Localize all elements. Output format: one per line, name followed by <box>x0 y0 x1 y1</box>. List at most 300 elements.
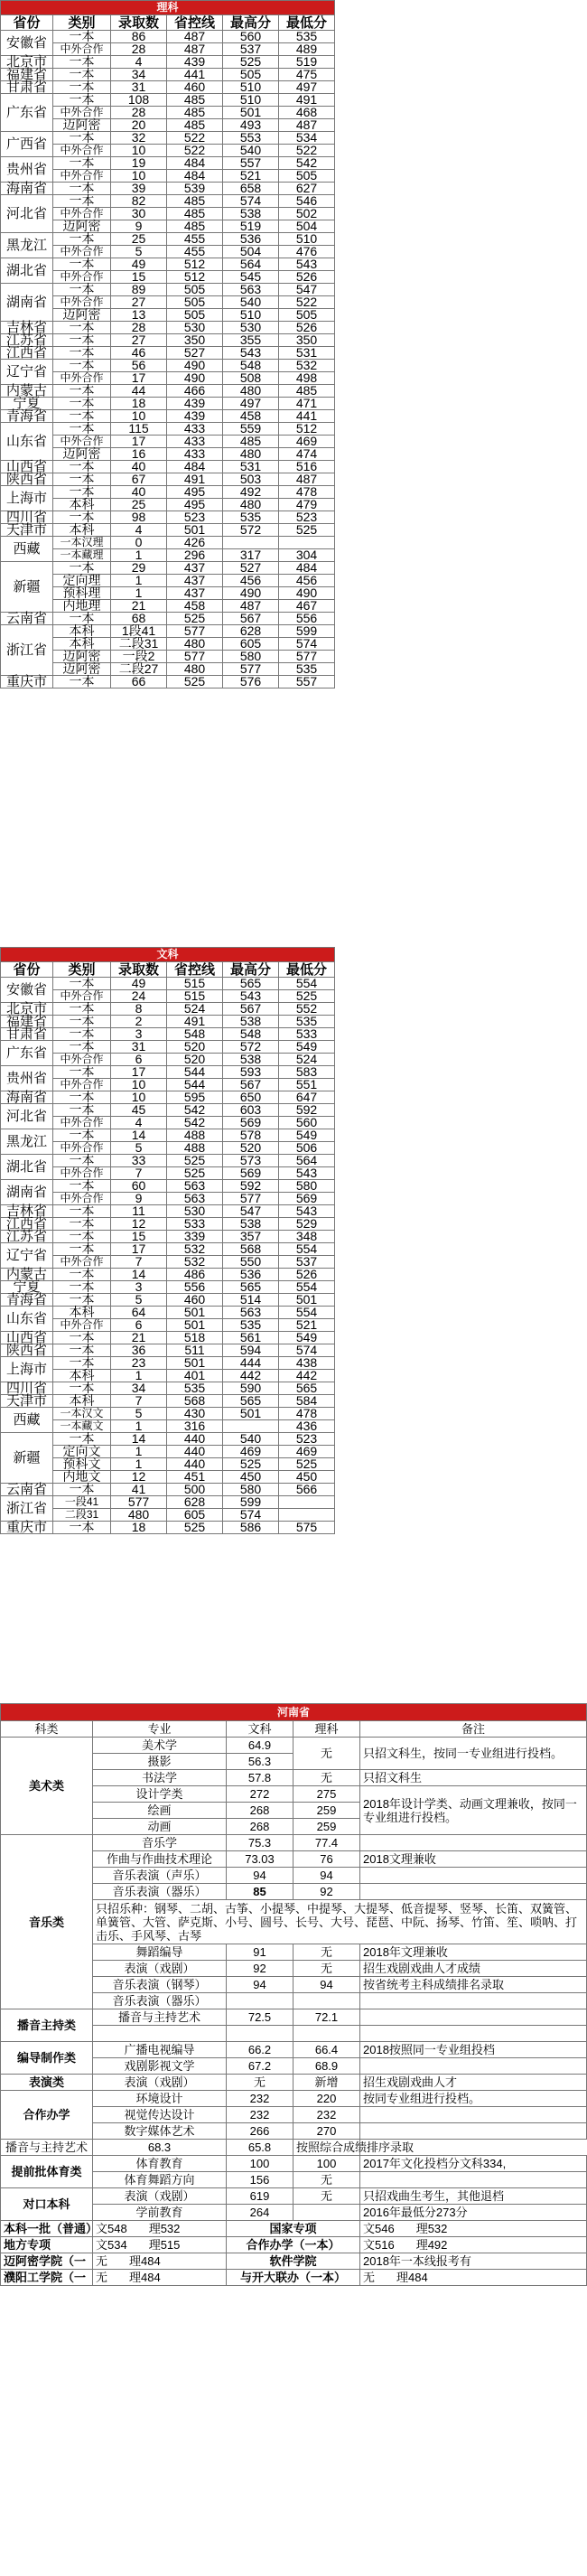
max-score-cell: 501 <box>223 1408 279 1420</box>
summary-row <box>1 2221 587 2237</box>
control-line-cell: 512 <box>167 271 223 284</box>
category-cell: 一本 <box>53 486 111 499</box>
max-score-cell: 593 <box>223 1066 279 1079</box>
admitted-cell: 67 <box>111 473 167 486</box>
category-cell: 一本 <box>53 676 111 688</box>
province-cell: 陕西省 <box>1 1344 53 1357</box>
category-cell: 一本 <box>53 978 111 990</box>
province-cell: 西藏 <box>1 537 53 562</box>
province-cell: 湖南省 <box>1 1180 53 1205</box>
control-line-cell: 577 <box>167 651 223 663</box>
max-score-cell: 569 <box>223 1167 279 1180</box>
table-row <box>1 2140 587 2156</box>
category-cell: 中外合作 <box>53 296 111 309</box>
table-row <box>1 1344 335 1357</box>
max-score-cell: 545 <box>223 271 279 284</box>
category-cell: 一本 <box>53 1028 111 1041</box>
summary-label-cell: 濮阳工学院（一 <box>1 2270 93 2286</box>
control-line-cell: 542 <box>167 1104 223 1117</box>
admitted-cell: 17 <box>111 1243 167 1256</box>
science-score-cell: 新增 <box>294 2075 360 2091</box>
category-cell: 一本 <box>53 1180 111 1193</box>
header-province: 省份 <box>1 15 53 31</box>
control-line-cell: 439 <box>167 410 223 423</box>
henan-header-science: 理科 <box>294 1721 360 1738</box>
min-score-cell: 549 <box>279 1041 335 1054</box>
table-row <box>1 537 335 549</box>
admitted-cell: 1 <box>111 587 167 600</box>
major-cell: 表演（戏剧） <box>93 2075 227 2091</box>
arts-score-cell: 56.3 <box>227 1754 294 1770</box>
province-cell: 广东省 <box>1 94 53 132</box>
arts-score-cell: 68.3 <box>93 2140 227 2156</box>
category-cell: 播音主持类 <box>1 2009 93 2042</box>
province-cell: 天津市 <box>1 524 53 537</box>
table-row <box>1 183 335 195</box>
min-score-cell: 350 <box>279 334 335 347</box>
control-line-cell: 501 <box>167 1357 223 1370</box>
control-line-cell: 501 <box>167 1319 223 1332</box>
table-row <box>1 511 335 524</box>
summary-row <box>1 2270 587 2286</box>
admitted-cell: 56 <box>111 360 167 372</box>
min-score-cell: 474 <box>279 448 335 461</box>
max-score-cell: 586 <box>223 1522 279 1534</box>
control-line-cell: 486 <box>167 1269 223 1281</box>
min-score-cell: 479 <box>279 499 335 511</box>
min-score-cell: 566 <box>279 1484 335 1496</box>
control-line-cell: 505 <box>167 284 223 296</box>
table-row <box>1 1180 335 1193</box>
control-line-cell: 491 <box>167 1016 223 1028</box>
summary-label-cell: 软件学院 <box>227 2253 360 2270</box>
category-cell: 一本 <box>53 1231 111 1243</box>
table-row <box>1 1104 335 1117</box>
admitted-cell: 31 <box>111 1041 167 1054</box>
min-score-cell: 556 <box>279 613 335 625</box>
max-score-cell: 504 <box>223 246 279 258</box>
note-cell <box>360 2009 587 2026</box>
category-cell: 一本藏文 <box>53 1420 111 1433</box>
table-row <box>1 347 335 360</box>
max-score-cell: 567 <box>223 1079 279 1091</box>
table-row <box>1 1155 335 1167</box>
category-cell: 中外合作 <box>53 43 111 56</box>
control-line-cell: 440 <box>167 1446 223 1458</box>
admitted-cell: 5 <box>111 1294 167 1307</box>
header-admitted: 录取数 <box>111 962 167 978</box>
control-line-cell: 440 <box>167 1458 223 1471</box>
table-row <box>1 258 335 271</box>
max-score-cell: 572 <box>223 524 279 537</box>
max-score-cell: 480 <box>223 385 279 398</box>
admitted-cell: 7 <box>111 1395 167 1408</box>
admitted-cell: 49 <box>111 978 167 990</box>
max-score-cell: 592 <box>223 1180 279 1193</box>
control-line-cell: 487 <box>167 31 223 43</box>
control-line-cell: 401 <box>167 1370 223 1382</box>
table-row <box>1 676 335 688</box>
category-cell: 一本 <box>53 1016 111 1028</box>
max-score-cell: 538 <box>223 1054 279 1066</box>
category-cell: 本科 <box>53 1307 111 1319</box>
table-row <box>1 2188 587 2205</box>
max-score-cell: 577 <box>223 663 279 676</box>
note-cell: 只招文科生 <box>360 1770 587 1786</box>
max-score-cell: 543 <box>223 347 279 360</box>
province-cell: 广东省 <box>1 1041 53 1066</box>
max-score-cell: 567 <box>223 613 279 625</box>
admitted-cell: 480 <box>111 1509 167 1522</box>
control-line-cell: 539 <box>167 183 223 195</box>
science-score-cell: 66.4 <box>294 2042 360 2058</box>
arts-score-cell: 100 <box>227 2156 294 2172</box>
admitted-cell: 86 <box>111 31 167 43</box>
province-cell: 广西省 <box>1 132 53 157</box>
category-cell: 本科 <box>53 1370 111 1382</box>
min-score-cell: 546 <box>279 195 335 208</box>
category-cell: 一本 <box>53 360 111 372</box>
control-line-cell: 485 <box>167 208 223 220</box>
major-cell: 作曲与作曲技术理论 <box>93 1851 227 1868</box>
control-line-cell: 524 <box>167 1003 223 1016</box>
admitted-cell: 577 <box>111 1496 167 1509</box>
control-line-cell: 533 <box>167 1218 223 1231</box>
table-row <box>1 613 335 625</box>
arts-score-cell: 264 <box>227 2205 294 2221</box>
category-cell: 一本 <box>53 1243 111 1256</box>
category-cell: 一本 <box>53 1205 111 1218</box>
category-cell: 一本 <box>53 1294 111 1307</box>
min-score-cell: 450 <box>279 1471 335 1484</box>
note-cell: 2017年文化投档分文科334, <box>360 2156 587 2172</box>
control-line-cell: 316 <box>167 1420 223 1433</box>
province-cell: 河北省 <box>1 1104 53 1129</box>
min-score-cell: 592 <box>279 1104 335 1117</box>
category-cell: 一本 <box>53 258 111 271</box>
max-score-cell: 650 <box>223 1091 279 1104</box>
category-cell: 中外合作 <box>53 208 111 220</box>
arts-score-cell: 619 <box>227 2188 294 2205</box>
science-score-cell: 259 <box>294 1803 360 1819</box>
min-score-cell: 599 <box>279 625 335 638</box>
province-cell: 安徽省 <box>1 31 53 56</box>
arts-score-cell: 94 <box>227 1977 294 1993</box>
category-cell: 二段31 <box>53 1509 111 1522</box>
max-score-cell: 525 <box>223 56 279 69</box>
header-province: 省份 <box>1 962 53 978</box>
note-cell: 只招文科生，按同一专业组进行投档。 <box>360 1738 587 1770</box>
category-cell: 一本 <box>53 1281 111 1294</box>
max-score-cell: 531 <box>223 461 279 473</box>
min-score-cell: 526 <box>279 1269 335 1281</box>
max-score-cell: 536 <box>223 1269 279 1281</box>
category-cell: 一本 <box>53 1522 111 1534</box>
max-score-cell: 505 <box>223 69 279 81</box>
max-score-cell: 580 <box>223 1484 279 1496</box>
province-cell: 江苏省 <box>1 1231 53 1243</box>
control-line-cell: 455 <box>167 233 223 246</box>
note-cell: 招生戏剧戏曲人才成绩 <box>360 1961 587 1977</box>
max-score-cell: 480 <box>223 499 279 511</box>
min-score-cell: 565 <box>279 1382 335 1395</box>
admitted-cell: 19 <box>111 157 167 170</box>
control-line-cell: 487 <box>167 43 223 56</box>
control-line-cell: 505 <box>167 309 223 322</box>
note-cell <box>360 2172 587 2188</box>
province-cell: 浙江省 <box>1 1496 53 1522</box>
category-cell: 一本 <box>53 1269 111 1281</box>
province-cell: 江苏省 <box>1 334 53 347</box>
science-score-cell: 无 <box>294 1961 360 1977</box>
province-cell: 山东省 <box>1 423 53 461</box>
max-score-cell: 485 <box>223 436 279 448</box>
min-score-cell: 543 <box>279 1205 335 1218</box>
province-cell: 浙江省 <box>1 625 53 676</box>
summary-value: 理484 <box>396 2271 428 2284</box>
province-cell: 四川省 <box>1 511 53 524</box>
max-score-cell: 510 <box>223 81 279 94</box>
admitted-cell: 5 <box>111 246 167 258</box>
table-row <box>1 81 335 94</box>
max-score-cell: 563 <box>223 1307 279 1319</box>
admitted-cell: 41 <box>111 1484 167 1496</box>
max-score-cell: 527 <box>223 562 279 575</box>
control-line-cell: 520 <box>167 1054 223 1066</box>
instrument-list-cell: 只招乐种：钢琴、二胡、古筝、小提琴、中提琴、大提琴、低音提琴、竖琴、长笛、双簧管、单簧管、大管、萨克斯、小号、圆号、长号、大号、琵琶、中阮、扬琴、竹笛、笙、唢呐、打击乐、手风琴、古琴 <box>93 1900 587 1944</box>
control-line-cell: 532 <box>167 1256 223 1269</box>
category-cell: 中外合作 <box>53 107 111 119</box>
min-score-cell: 574 <box>279 1344 335 1357</box>
henan-section-header: 河南省 <box>1 1704 587 1721</box>
note-cell <box>360 1993 587 2009</box>
table-row <box>1 1016 335 1028</box>
science-score-cell: 232 <box>294 2107 360 2123</box>
admitted-cell: 2 <box>111 1016 167 1028</box>
arts-score-cell: 67.2 <box>227 2058 294 2075</box>
min-score-cell: 504 <box>279 220 335 233</box>
min-score-cell: 535 <box>279 1016 335 1028</box>
major-cell: 舞蹈编导 <box>93 1944 227 1961</box>
summary-value: 无 <box>96 2271 108 2284</box>
table-row <box>1 1003 335 1016</box>
category-cell: 一本 <box>53 1155 111 1167</box>
category-cell: 一本 <box>53 284 111 296</box>
summary-values-cell <box>360 2221 587 2237</box>
summary-value: 文534 <box>96 2238 127 2252</box>
category-cell: 编导制作类 <box>1 2042 93 2075</box>
max-score-cell: 543 <box>223 990 279 1003</box>
province-cell: 宁夏 <box>1 1281 53 1294</box>
admitted-cell: 17 <box>111 436 167 448</box>
control-line-cell: 544 <box>167 1079 223 1091</box>
min-score-cell: 547 <box>279 284 335 296</box>
arts-section-header: 文科 <box>1 948 335 962</box>
max-score-cell: 574 <box>223 1509 279 1522</box>
province-cell: 湖南省 <box>1 284 53 322</box>
province-cell: 北京市 <box>1 1003 53 1016</box>
admitted-cell: 一段2 <box>111 651 167 663</box>
province-cell: 辽宁省 <box>1 1243 53 1269</box>
control-line-cell: 495 <box>167 499 223 511</box>
province-cell: 青海省 <box>1 1294 53 1307</box>
control-line-cell: 439 <box>167 398 223 410</box>
summary-value: 理484 <box>129 2271 161 2284</box>
max-score-cell: 514 <box>223 1294 279 1307</box>
province-cell: 云南省 <box>1 613 53 625</box>
note-cell <box>360 1884 587 1900</box>
note-cell: 2018年文理兼收 <box>360 1944 587 1961</box>
admitted-cell: 4 <box>111 524 167 537</box>
major-cell: 戏剧影视文学 <box>93 2058 227 2075</box>
admitted-cell: 16 <box>111 448 167 461</box>
table-row <box>1 1484 335 1496</box>
major-cell: 广播电视编导 <box>93 2042 227 2058</box>
table-row <box>1 2042 587 2058</box>
admitted-cell: 34 <box>111 1382 167 1395</box>
arts-score-cell: 94 <box>227 1868 294 1884</box>
table-row <box>1 1408 335 1420</box>
note-cell <box>360 1868 587 1884</box>
max-score-cell: 565 <box>223 978 279 990</box>
control-line-cell: 525 <box>167 1522 223 1534</box>
category-cell: 中外合作 <box>53 170 111 183</box>
category-cell: 预科文 <box>53 1458 111 1471</box>
min-score-cell: 456 <box>279 575 335 587</box>
control-line-cell: 523 <box>167 511 223 524</box>
province-cell: 四川省 <box>1 1382 53 1395</box>
admitted-cell: 31 <box>111 81 167 94</box>
summary-value: 理515 <box>148 2238 181 2252</box>
admitted-cell: 12 <box>111 1218 167 1231</box>
science-table <box>0 0 335 688</box>
max-score-cell: 503 <box>223 473 279 486</box>
control-line-cell: 525 <box>167 613 223 625</box>
category-cell: 一本 <box>53 132 111 145</box>
henan-header-note: 备注 <box>360 1721 587 1738</box>
min-score-cell: 519 <box>279 56 335 69</box>
admitted-cell: 28 <box>111 43 167 56</box>
major-cell: 学前教育 <box>93 2205 227 2221</box>
province-cell: 山西省 <box>1 461 53 473</box>
max-score-cell: 564 <box>223 258 279 271</box>
admitted-cell: 13 <box>111 309 167 322</box>
summary-label-cell: 合作办学（一本） <box>227 2237 360 2253</box>
admitted-cell: 7 <box>111 1167 167 1180</box>
control-line-cell: 437 <box>167 587 223 600</box>
table-row <box>1 94 335 107</box>
max-score-cell: 590 <box>223 1382 279 1395</box>
note-cell: 招生戏剧戏曲人才 <box>360 2075 587 2091</box>
control-line-cell: 490 <box>167 372 223 385</box>
category-cell: 中外合作 <box>53 1117 111 1129</box>
control-line-cell: 563 <box>167 1193 223 1205</box>
admitted-cell: 4 <box>111 56 167 69</box>
category-cell: 迈阿密 <box>53 119 111 132</box>
henan-table <box>0 1703 587 2286</box>
min-score-cell: 525 <box>279 1458 335 1471</box>
admitted-cell: 11 <box>111 1205 167 1218</box>
max-score-cell: 567 <box>223 1003 279 1016</box>
arts-score-cell: 232 <box>227 2107 294 2123</box>
table-row <box>1 1522 335 1534</box>
control-line-cell: 605 <box>167 1509 223 1522</box>
table-row <box>1 398 335 410</box>
min-score-cell: 516 <box>279 461 335 473</box>
min-score-cell: 526 <box>279 271 335 284</box>
category-cell: 定向文 <box>53 1446 111 1458</box>
table-row <box>1 360 335 372</box>
arts-score-cell: 72.5 <box>227 2009 294 2026</box>
control-line-cell: 501 <box>167 1307 223 1319</box>
admitted-cell: 39 <box>111 183 167 195</box>
table-row <box>1 1129 335 1142</box>
admitted-cell: 82 <box>111 195 167 208</box>
admitted-cell: 30 <box>111 208 167 220</box>
control-line-cell: 542 <box>167 1117 223 1129</box>
category-cell: 对口本科 <box>1 2188 93 2221</box>
admitted-cell: 6 <box>111 1319 167 1332</box>
max-score-cell: 576 <box>223 676 279 688</box>
min-score-cell: 564 <box>279 1155 335 1167</box>
admitted-cell: 44 <box>111 385 167 398</box>
category-cell: 一本 <box>53 334 111 347</box>
category-cell: 提前批体育类 <box>1 2156 93 2188</box>
control-line-cell: 511 <box>167 1344 223 1357</box>
table-row <box>1 233 335 246</box>
category-cell: 中外合作 <box>53 246 111 258</box>
control-line-cell: 488 <box>167 1129 223 1142</box>
table-row <box>1 157 335 170</box>
table-row <box>1 1332 335 1344</box>
category-cell: 迈阿密 <box>53 448 111 461</box>
science-score-cell: 无 <box>294 1944 360 1961</box>
category-cell: 本科 <box>53 499 111 511</box>
max-score-cell: 565 <box>223 1281 279 1294</box>
control-line-cell: 433 <box>167 448 223 461</box>
table-row <box>1 31 335 43</box>
min-score-cell: 560 <box>279 1117 335 1129</box>
control-line-cell: 595 <box>167 1091 223 1104</box>
max-score-cell: 357 <box>223 1231 279 1243</box>
max-score-cell: 572 <box>223 1041 279 1054</box>
summary-label-cell: 国家专项 <box>227 2221 360 2237</box>
admitted-cell: 34 <box>111 69 167 81</box>
science-header-row <box>1 15 335 31</box>
province-cell: 山西省 <box>1 1332 53 1344</box>
min-score-cell: 531 <box>279 347 335 360</box>
control-line-cell: 441 <box>167 69 223 81</box>
control-line-cell: 515 <box>167 990 223 1003</box>
category-cell: 一本 <box>53 1104 111 1117</box>
admitted-cell: 15 <box>111 271 167 284</box>
control-line-cell: 484 <box>167 461 223 473</box>
category-cell: 本科 <box>53 1395 111 1408</box>
category-cell: 本科 <box>53 638 111 651</box>
major-cell: 美术学 <box>93 1738 227 1754</box>
max-score-cell: 520 <box>223 1142 279 1155</box>
summary-values-cell <box>93 2221 227 2237</box>
admitted-cell: 10 <box>111 1079 167 1091</box>
category-cell: 一本 <box>53 31 111 43</box>
min-score-cell: 543 <box>279 258 335 271</box>
major-cell: 音乐表演（器乐） <box>93 1884 227 1900</box>
category-cell: 一本 <box>53 56 111 69</box>
province-cell: 江西省 <box>1 347 53 360</box>
admitted-cell: 10 <box>111 1091 167 1104</box>
min-score-cell: 532 <box>279 360 335 372</box>
control-line-cell: 451 <box>167 1471 223 1484</box>
